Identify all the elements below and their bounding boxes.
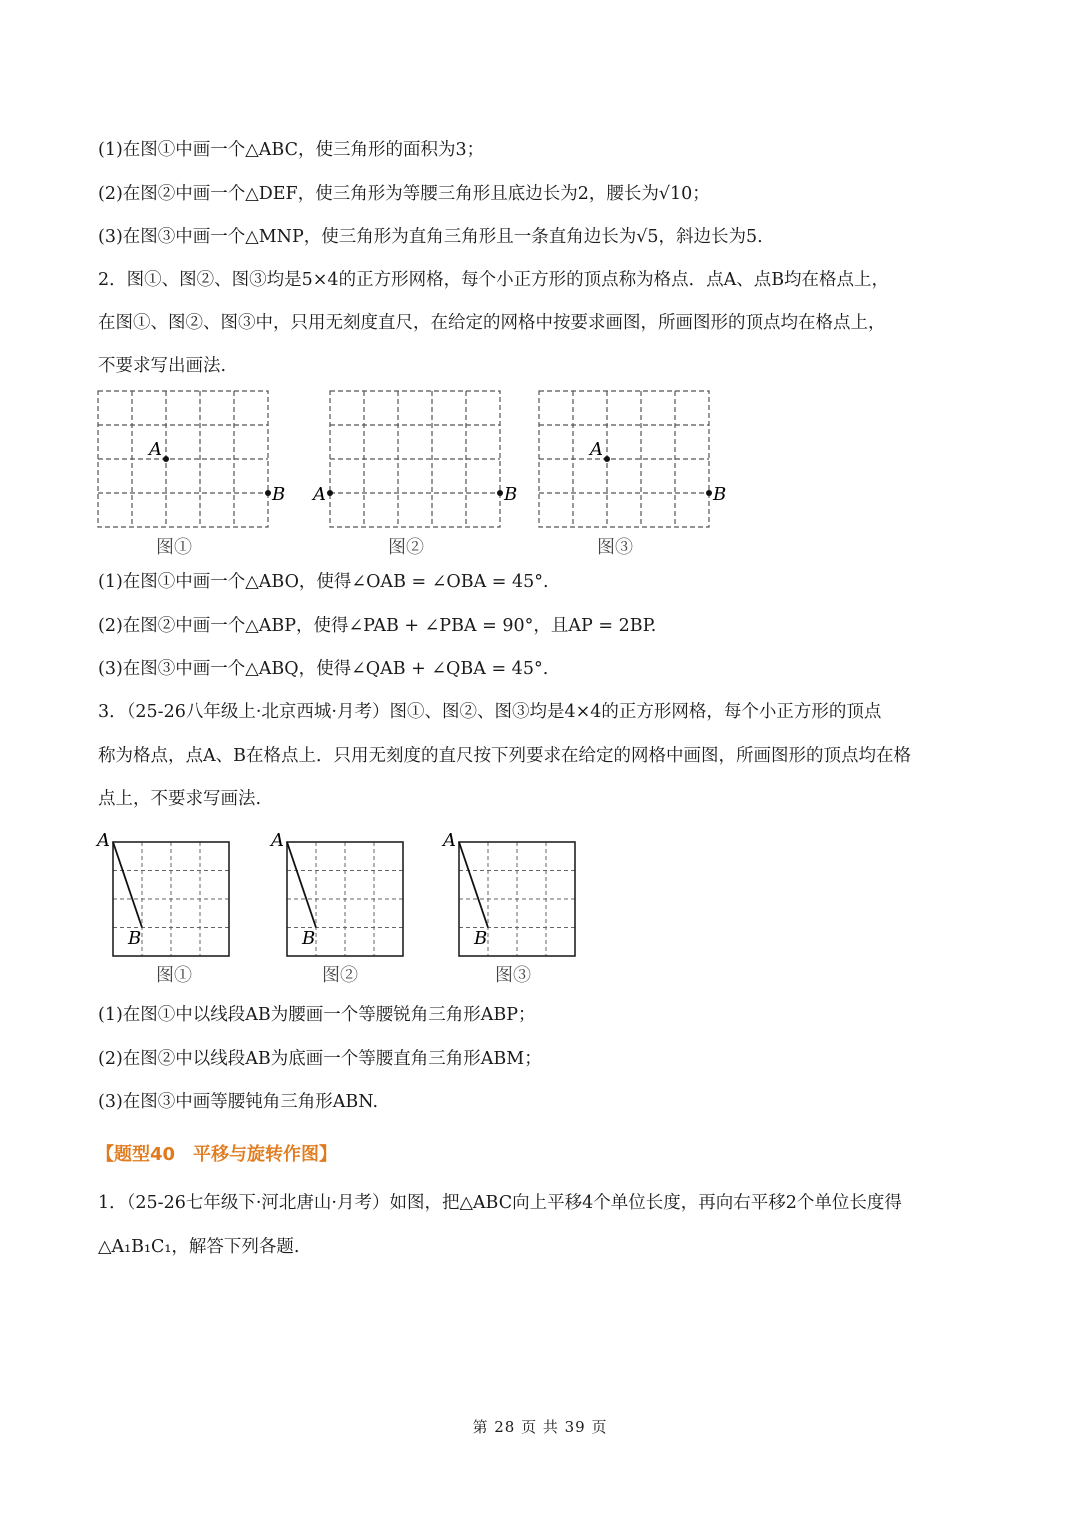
q3-intro-line-3: 点上，不要求写画法. [98, 789, 262, 809]
q2-fig3-caption: 图③ [597, 537, 633, 558]
q2-fig2-label-a: A [313, 484, 326, 505]
q4-intro-line-2: △A₁B₁C₁，解答下列各题. [98, 1237, 300, 1257]
q2-fig1-label-a: A [149, 439, 162, 460]
q3-fig2-label-a: A [271, 830, 284, 851]
q2-intro-line-2: 在图①、图②、图③中，只用无刻度直尺，在给定的网格中按要求画图，所画图形的顶点均在格点上， [98, 313, 886, 333]
q2-fig1-point-a [163, 456, 169, 462]
q3-fig3-segment-ab [459, 842, 488, 928]
q2-fig1-label-b: B [272, 484, 286, 505]
q2-fig2-caption: 图② [388, 537, 424, 558]
q3-figures [0, 825, 1080, 990]
q4-intro-line-1: 1．（25-26七年级下·河北唐山·月考）如图，把△ABC向上平移4个单位长度，再向右平移2个单位长度得 [98, 1193, 902, 1213]
q2-fig2-label-b: B [504, 484, 518, 505]
q3-intro-line-2: 称为格点，点A、B在格点上．只用无刻度的直尺按下列要求在给定的网格中画图，所画图形的顶点均在格 [98, 746, 911, 766]
page-footer: 第 28 页 共 39 页 [472, 1418, 608, 1436]
q2-fig1-point-b [265, 490, 271, 496]
q2-figure-1-grid [98, 391, 268, 527]
q3-fig1-label-a: A [97, 830, 110, 851]
q3-fig1-caption: 图① [156, 965, 192, 986]
q2-fig1-caption: 图① [156, 537, 192, 558]
q3-fig1-label-b: B [128, 928, 142, 949]
q2-figure-2-grid [330, 391, 500, 527]
q2-figures [0, 380, 1080, 570]
q2-part-3: (3)在图③中画一个△ABQ，使得∠QAB + ∠QBA = 45°. [98, 659, 549, 679]
q3-fig2-segment-ab [287, 842, 316, 928]
q2-fig3-label-a: A [590, 439, 603, 460]
q3-part-1: (1)在图①中以线段AB为腰画一个等腰锐角三角形ABP； [98, 1005, 536, 1025]
q1-part-2: (2)在图②中画一个△DEF，使三角形为等腰三角形且底边长为2，腰长为√10； [98, 184, 710, 204]
q3-fig1-segment-ab [113, 842, 142, 928]
q3-part-2: (2)在图②中以线段AB为底画一个等腰直角三角形ABM； [98, 1049, 542, 1069]
q3-fig3-label-b: B [474, 928, 488, 949]
q2-fig3-point-b [706, 490, 712, 496]
q3-part-3: (3)在图③中画等腰钝角三角形ABN. [98, 1092, 379, 1112]
q2-part-2: (2)在图②中画一个△ABP，使得∠PAB + ∠PBA = 90°，且AP = 2BP. [98, 616, 657, 636]
q3-fig2-caption: 图② [322, 965, 358, 986]
q3-fig3-caption: 图③ [495, 965, 531, 986]
q2-intro-line-1: 2．图①、图②、图③均是5×4的正方形网格，每个小正方形的顶点称为格点．点A、点B均在格点上， [98, 270, 890, 290]
q3-fig3-label-a: A [443, 830, 456, 851]
q2-figure-3-grid [539, 391, 709, 527]
q1-part-3: (3)在图③中画一个△MNP，使三角形为直角三角形且一条直角边长为√5，斜边长为5. [98, 227, 763, 247]
q2-fig2-point-b [497, 490, 503, 496]
q2-fig3-label-b: B [713, 484, 727, 505]
q2-part-1: (1)在图①中画一个△ABO，使得∠OAB = ∠OBA = 45°. [98, 572, 549, 592]
q3-fig2-label-b: B [302, 928, 316, 949]
q2-intro-line-3: 不要求写出画法. [98, 356, 227, 376]
q1-part-1: (1)在图①中画一个△ABC，使三角形的面积为3； [98, 140, 485, 160]
q3-intro-line-1: 3．（25-26八年级上·北京西城·月考）图①、图②、图③均是4×4的正方形网格，每个小正方形的顶点 [98, 702, 882, 722]
section-heading: 【题型40 平移与旋转作图】 [96, 1144, 338, 1165]
q2-fig3-point-a [604, 456, 610, 462]
q2-fig2-point-a [327, 490, 333, 496]
